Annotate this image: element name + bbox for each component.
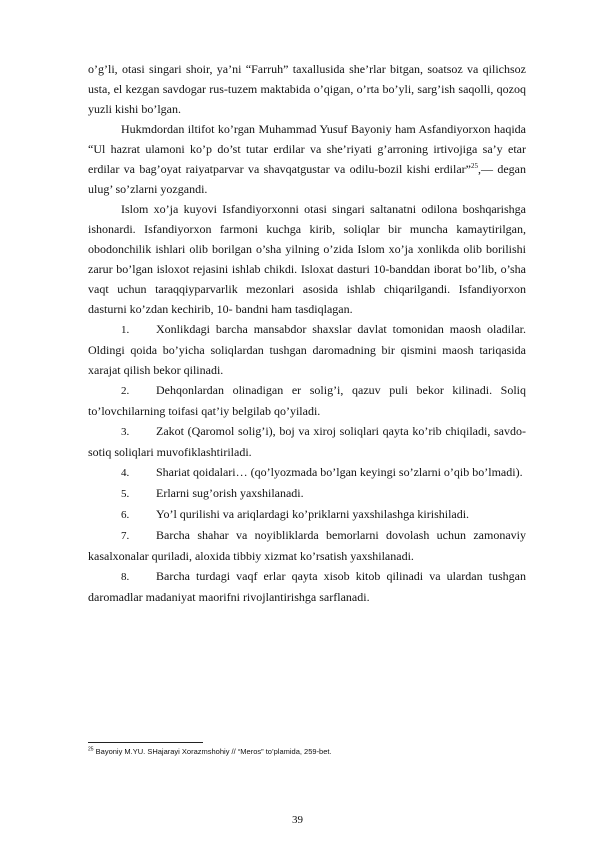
paragraph-continuation: o’g’li, otasi singari shoir, ya’ni “Farruh” taxallusida she’rlar bitgan, soatsoz va qilichsoz usta, el kezgan savdogar rus-tuzem maktabida o’qigan, o’rta bo’yli, sarg’ish saqolli, qozoq yuzli kishi bo’lgan. [88, 62, 526, 116]
list-item-text: Erlarni sug’orish yaxshilanadi. [156, 486, 304, 500]
list-item-text: Shariat qoidalari… (qo’lyozmada bo’lgan keyingi so’zlarni o’qib bo’lmadi). [156, 465, 523, 479]
list-item-number: 5. [121, 488, 130, 500]
list-item [88, 462, 526, 483]
list-item-number: 3. [121, 426, 130, 438]
list-item-number: 6. [121, 509, 130, 521]
list-item-number: 8. [121, 571, 130, 583]
footnote-divider [88, 742, 203, 743]
quote-tail: ,— degan ulug’ so’zlarni yozgandi. [88, 162, 527, 196]
list-item-number: 2. [121, 385, 130, 397]
list-item-text: Xonlikdagi barcha mansabdor shaxslar davlat tomonidan maosh oladilar. Oldingi qoida bo’yicha soliqlardan tushgan daromadning bir qismini maosh tariqasida xarajat qilish bekor qilinadi. [88, 322, 526, 377]
body-text [88, 59, 526, 607]
footnote-text: Bayoniy M.YU. SHajarayi Xorazmshohiy // “Meros” to’plamida, 259-bet. [93, 747, 332, 756]
list-item-number: 4. [121, 467, 130, 479]
list-item [88, 421, 526, 462]
list-item-text: Dehqonlardan olinadigan er solig’i, qazuv puli bekor kilinadi. Soliq to’lovchilarning toifasi qat’iy belgilab qo’yiladi. [88, 383, 526, 418]
list-item [88, 504, 526, 525]
list-item [88, 319, 526, 380]
footnote-marker: 25 [88, 746, 94, 753]
quote-text: Hukmdordan iltifot ko’rgan Muhammad Yusuf Bayoniy ham Asfandiyorxon haqida “Ul hazrat ulamoni ko’p do’st tutar erdilar va she’riyati g’arroning irtivojiga sa’y etar erdilar va bag’oyat raiyatparvar va shavqatgustar va odilu-bozil kishi erdilar” [88, 122, 526, 176]
list-item-text: Barcha shahar va noyibliklarda bemorlarni dovolash uchun zamonaviy kasalxonalar quriladi, aloxida tibbiy xizmat ko’rsatish yaxshilanadi. [88, 528, 526, 563]
list-item-text: Zakot (Qaromol solig’i), boj va xiroj soliqlari qayta ko’rib chiqiladi, savdo-sotiq soliqlari muvofiklashtiriladi. [88, 424, 526, 459]
list-item-text: Barcha turdagi vaqf erlar qayta xisob kitob qilinadi va ulardan tushgan daromadlar madaniyat maorifni rivojlantirishga sarflanadi. [88, 569, 526, 604]
list-item-number: 1. [121, 324, 130, 336]
footnote-reference[interactable]: 25 [471, 162, 478, 170]
list-item-text: Yo’l qurilishi va ariqlardagi ko’priklarni yaxshilashga kirishiladi. [156, 507, 470, 521]
list-item [88, 380, 526, 421]
list-item-number: 7. [121, 530, 130, 542]
paragraph-bayoniy-quote [88, 119, 526, 199]
paragraph-reform-plan: Islom xo’ja kuyovi Isfandiyorxonni otasi singari saltanatni odilona boshqarishga ishonardi. Isfandiyorxon farmoni kuchga kirib, soliqlar bir muncha kamaytirilgan, obodonchilik ishlari olib borilgan o’sha yilning o’zida Islom xo’ja xonlikda olib borilishi zarur bo’lgan isloxot rejasini ishlab chikdi. Isloxat dasturi 10-banddan iborat bo’lib, o’sha vaqt uchun taraqqiyparvarlik mezonlari asosida ishlab chiqarilgandi. Isfandiyorxon dasturni ko’zdan kechirib, 10- bandni ham tasdiqlagan. [88, 202, 526, 316]
footnote [88, 747, 526, 757]
list-item [88, 483, 526, 504]
list-item [88, 525, 526, 566]
list-item [88, 566, 526, 607]
page-number: 39 [292, 814, 303, 826]
